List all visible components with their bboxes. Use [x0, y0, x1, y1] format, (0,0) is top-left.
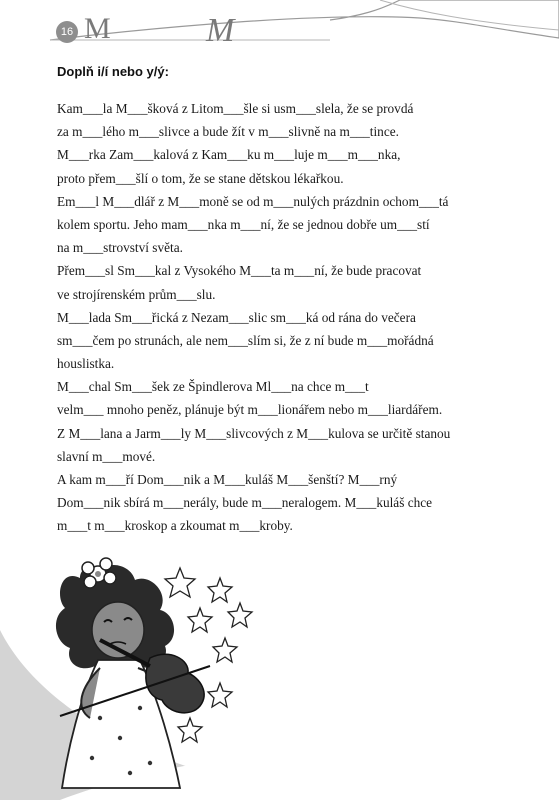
header-letter-script: M	[206, 12, 235, 49]
exercise-text	[57, 97, 527, 538]
exercise-line: m___t m___kroskop a zkoumat m___kroby.	[57, 518, 293, 534]
header-letter-print: M	[84, 12, 112, 45]
page-number: 16	[56, 21, 78, 43]
exercise-line: Přem___sl Sm___kal z Vysokého M___ta m___ní, že bude pracovat	[57, 263, 422, 279]
exercise-line: kolem sportu. Jeho mam___nka m___ní, že se jednou dobře um___stí	[57, 216, 430, 232]
exercise-line: M___chal Sm___šek ze Špindlerova Ml___na chce m___t	[57, 379, 369, 395]
exercise-line: M___lada Sm___řická z Nezam___slic sm___ká od rána do večera	[57, 309, 416, 325]
stars-icon	[165, 568, 252, 742]
exercise-line: velm___ mnoho peněz, plánuje být m___lionářem nebo m___liardářem.	[57, 402, 443, 418]
exercise-line: ve strojírenském prům___slu.	[57, 286, 216, 302]
exercise-line: Kam___la M___šková z Litom___šle si usm___slela, že se provdá	[57, 101, 414, 116]
exercise-instruction: Doplň i/í nebo y/ý:	[57, 64, 169, 79]
exercise-line: A kam m___ří Dom___nik a M___kuláš M___šenští? M___rný	[57, 472, 398, 487]
exercise-line: Dom___nik sbírá m___nerály, bude m___neralogem. M___kuláš chce	[57, 495, 433, 511]
exercise-line: na m___strovství světa.	[57, 240, 183, 256]
exercise-line: M___rka Zam___kalová z Kam___ku m___luje m___m___nka,	[57, 147, 401, 163]
exercise-line: Z M___lana a Jarm___ly M___slivcových z M___kulova se určitě stanou	[57, 425, 451, 441]
exercise-line: proto přem___šlí o tom, že se stane dětskou lékařkou.	[57, 170, 344, 186]
exercise-line: za m___lého m___slivce a bude žít v m___slivně na m___tince.	[57, 124, 399, 140]
exercise-line: Em___l M___dlář z M___moně se od m___nulých prázdnin ochom___tá	[57, 193, 449, 209]
exercise-line: sm___čem po strunách, ale nem___slím si, že z ní bude m___mořádná	[57, 332, 434, 348]
exercise-line: houslistka.	[57, 356, 115, 372]
exercise-line: slavní m___mové.	[57, 448, 156, 464]
violinist-girl-illustration	[40, 548, 280, 800]
